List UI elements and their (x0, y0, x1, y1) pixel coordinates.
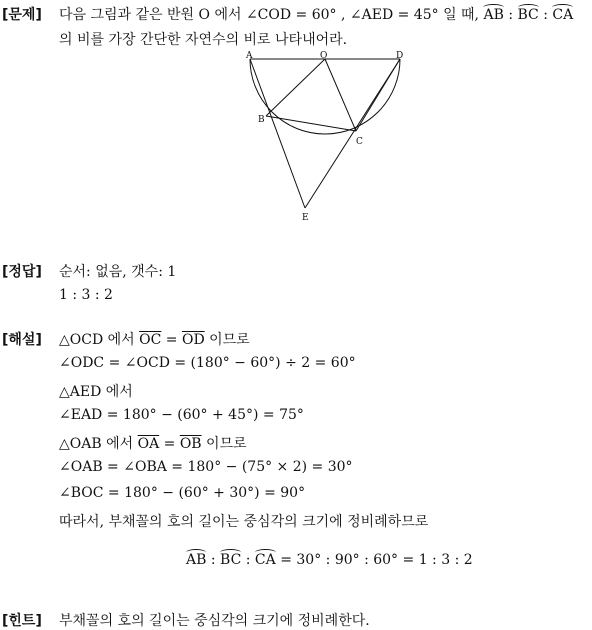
segment-oc-label: $\overline{OC}$ (139, 332, 162, 348)
label-d: D (396, 51, 404, 61)
segment-ob (266, 59, 325, 116)
semicircle-figure (244, 50, 414, 225)
problem-tag: [문제] (2, 7, 42, 23)
segment-oa-label: $\overline{OA}$ (137, 436, 160, 452)
ratio-result: = 30° : 90° : 60° = 1 : 3 : 2 (275, 552, 473, 568)
segment-ob-label: $\overline{OB}$ (179, 436, 202, 452)
problem-line-2: 의 비를 가장 간단한 자연수의 비로 나타내어라. (59, 32, 348, 48)
solution-text: △OCD 에서 (59, 332, 140, 348)
solution-text: △OAB 에서 (59, 436, 138, 452)
equals: = (159, 436, 180, 452)
label-b: B (258, 115, 265, 125)
arc-ca: CA (254, 552, 276, 568)
equals: = (161, 332, 182, 348)
hint-text: 부채꼴의 호의 길이는 중심각의 크기에 정비례한다. (59, 613, 370, 629)
solution-tag: [해설] (2, 332, 42, 348)
arc-ab: AB (186, 552, 207, 568)
colon: : (538, 7, 553, 23)
answer-line-1: 순서: 없음, 갯수: 1 (59, 264, 177, 280)
segment-bc (266, 116, 356, 131)
problem-line-1 (59, 4, 573, 24)
hint-tag: [힌트] (2, 613, 42, 629)
segment-ae (250, 59, 305, 208)
solution-line-5 (59, 433, 247, 453)
solution-text: 이므로 (204, 332, 250, 348)
arc-ab: AB (483, 7, 504, 23)
solution-line-1 (59, 329, 250, 349)
colon: : (241, 552, 255, 568)
solution-line-8: 따라서, 부채꼴의 호의 길이는 중심각의 크기에 정비례하므로 (59, 514, 429, 530)
segment-oc (325, 59, 356, 131)
answer-line-2: 1 : 3 : 2 (59, 287, 113, 303)
solution-line-2: ∠ODC = ∠OCD = (180° − 60°) ÷ 2 = 60° (59, 355, 356, 371)
segment-od-label: $\overline{OD}$ (181, 332, 205, 348)
arc-bc: BC (220, 552, 242, 568)
arc-ca: CA (552, 7, 574, 23)
solution-line-3: △AED 에서 (59, 384, 133, 400)
label-e: E (302, 213, 309, 223)
solution-final-ratio (186, 552, 473, 568)
answer-tag: [정답] (2, 264, 42, 280)
solution-text: 이므로 (201, 436, 247, 452)
arc-bc: BC (517, 7, 539, 23)
colon: : (503, 7, 518, 23)
solution-line-7: ∠BOC = 180° − (60° + 30°) = 90° (59, 485, 306, 501)
solution-line-4: ∠EAD = 180° − (60° + 45°) = 75° (59, 407, 304, 423)
label-c: C (356, 137, 363, 147)
solution-line-6: ∠OAB = ∠OBA = 180° − (75° × 2) = 30° (59, 459, 353, 475)
label-a: A (246, 51, 253, 61)
colon: : (206, 552, 221, 568)
label-o: O (320, 51, 328, 61)
problem-text: 다음 그림과 같은 반원 O 에서 ∠COD = 60° , ∠AED = 45° 일 때, (59, 7, 484, 23)
